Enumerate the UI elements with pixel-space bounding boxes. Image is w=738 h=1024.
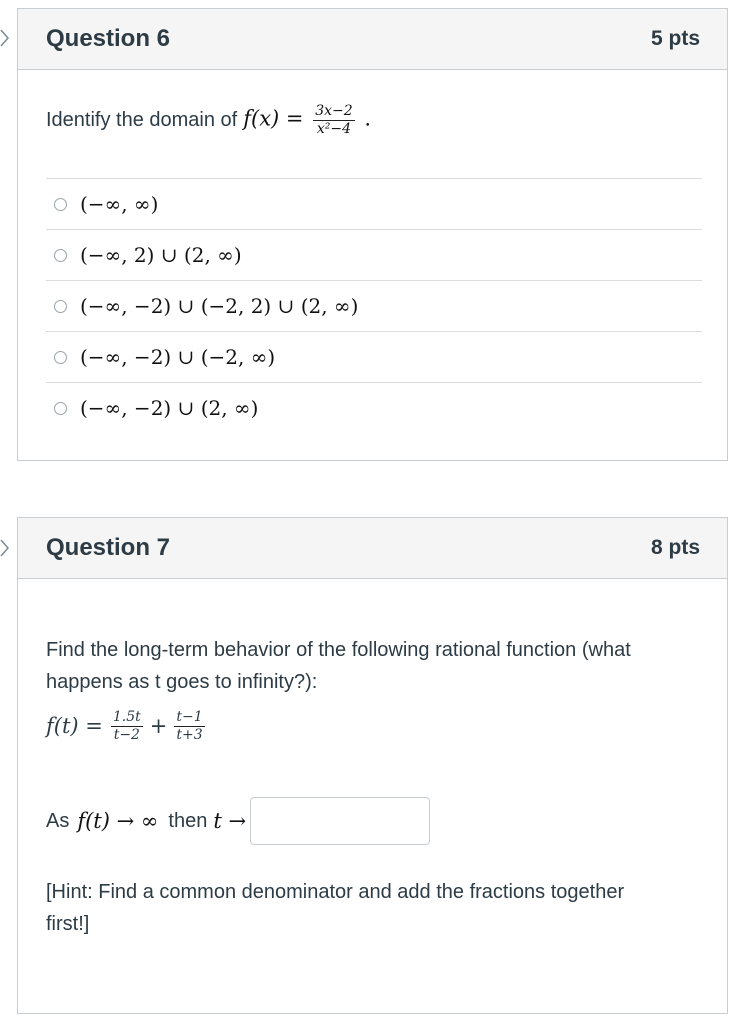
first-fraction: $\frac{1.5t}{t-2}$ (112, 709, 141, 743)
answer-option-3[interactable]: (−∞, −2) ∪ (−2, 2) ∪ (2, ∞) (46, 280, 702, 331)
radio-button[interactable] (54, 402, 67, 415)
question-7-function: f(t) = $\frac{1.5t}{t-2}$ + $\frac{t-1}{t+3}$ (46, 709, 203, 743)
question-6-fraction: $\frac{3x-2}{\text{x²−4}}$ (315, 103, 353, 137)
question-6-card (17, 8, 728, 461)
question-7-marker-icon (0, 538, 10, 558)
answer-sentence: As f(t) → ∞ then t → (46, 797, 430, 845)
question-6-title: Question 6 (46, 25, 171, 52)
answer-option-1[interactable]: (−∞, ∞) (46, 178, 702, 229)
question-6-function: f(x) = $\frac{3x-2}{\text{x²−4}}$ . (243, 103, 372, 137)
answer-option-2[interactable]: (−∞, 2) ∪ (2, ∞) (46, 229, 702, 280)
question-7-card (17, 517, 728, 1014)
answer-option-5[interactable]: (−∞, −2) ∪ (2, ∞) (46, 382, 702, 433)
radio-button[interactable] (54, 351, 67, 364)
radio-button[interactable] (54, 249, 67, 262)
question-6-points: 5 pts (650, 27, 700, 50)
question-6-header (18, 9, 727, 70)
answer-input[interactable] (250, 797, 430, 845)
second-fraction: $\frac{t-1}{t+3}$ (176, 709, 203, 743)
question-7-header (18, 518, 727, 579)
question-6-prompt: Identify the domain of f(x) = $\frac{3x-2}{\text{x²−4}}$ . (46, 103, 372, 137)
question-7-hint: [Hint: Find a common denominator and add the fractions together first!] (46, 881, 625, 935)
radio-button[interactable] (54, 198, 67, 211)
question-7-prompt: Find the long-term behavior of the following rational function (what happens as t goes to infinity?): (46, 639, 631, 693)
question-7-title: Question 7 (46, 534, 171, 561)
radio-button[interactable] (54, 300, 67, 313)
question-6-answers (46, 178, 702, 433)
answer-option-4[interactable]: (−∞, −2) ∪ (−2, ∞) (46, 331, 702, 382)
question-6-marker-icon (0, 28, 10, 48)
question-7-points: 8 pts (650, 536, 700, 559)
